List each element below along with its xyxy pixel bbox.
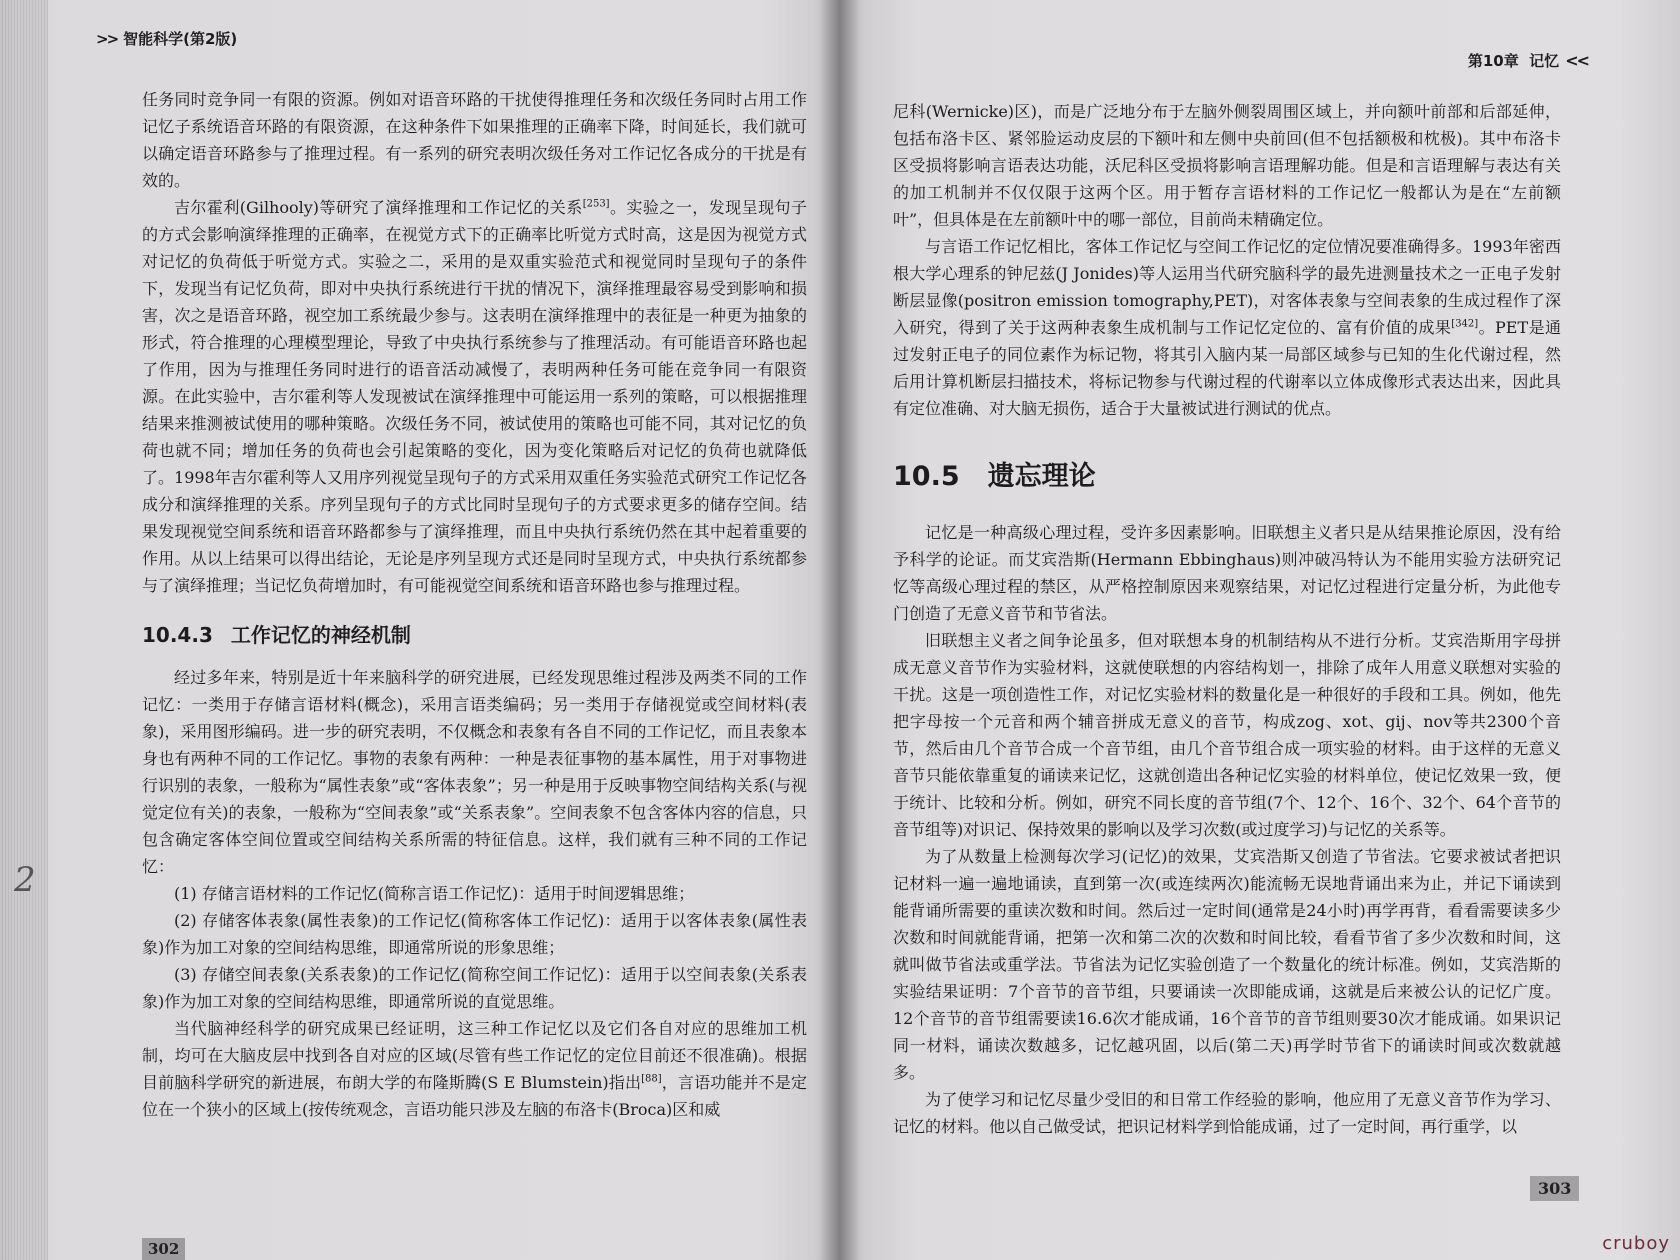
paragraph — [142, 1015, 807, 1123]
running-head-right — [1468, 50, 1588, 71]
right-page-content — [893, 98, 1561, 1140]
running-head-left — [96, 28, 237, 49]
page-edge — [0, 0, 48, 1260]
paragraph — [142, 194, 807, 599]
section-heading — [142, 619, 807, 648]
book-title: 智能科学(第2版) — [123, 30, 238, 48]
paragraph: 旧联想主义者之间争论虽多，但对联想本身的机制结构从不进行分析。艾宾浩斯用字母拼成无意义音节作为实验材料，这就使联想的内容结构划一，排除了成年人用意义联想对实验的干扰。这是一项创造性工作，对记忆实验材料的数量化是一种很好的手段和工具。例如，他先把字母按一个元音和两个辅音拼成无意义的音节，构成zog、xot、gij、nov等共2300个音节，然后由几个音节合成一个音节组，由几个音节组合成一项实验的材料。由于这样的无意义音节只能依靠重复的诵读来记忆，这就创造出各种记忆实验的材料单位，使记忆效果一致，便于统计、比较和分析。例如，研究不同长度的音节组(7个、12个、16个、32个、64个音节的音节组等)对识记、保持效果的影响以及学习次数(或过度学习)与记忆的关系等。 — [893, 631, 1561, 839]
page-number-right: 303 — [1530, 1176, 1579, 1201]
paragraph: 任务同时竞争同一有限的资源。例如对语音环路的干扰使得推理任务和次级任务同时占用工作记忆子系统语音环路的有限资源，在这种条件下如果推理的正确率下降，时间延长，我们就可以确定语音环路参与了推理过程。有一系列的研究表明次级任务对工作记忆各成分的干扰是有效的。 — [142, 90, 807, 190]
paragraph — [893, 233, 1561, 422]
citation: [253] — [582, 198, 610, 210]
page-number-left: 302 — [142, 1238, 185, 1260]
list-item: (1) 存储言语材料的工作记忆(简称言语工作记忆)：适用于时间逻辑思维； — [174, 884, 695, 903]
text-run: ，言语功能并不是定位在一个狭小的区域上(按传统观念，言语功能只涉及左脑的布洛卡(Broca)区和威 — [142, 1073, 807, 1119]
paragraph: 为了使学习和记忆尽量少受旧的和日常工作经验的影响，他应用了无意义音节作为学习、记忆的材料。他以自己做受试，把识记材料学到恰能成诵，过了一定时间，再行重学，以 — [893, 1090, 1561, 1136]
paragraph: 经过多年来，特别是近十年来脑科学的研究进展，已经发现思维过程涉及两类不同的工作记忆：一类用于存储言语材料(概念)，采用言语类编码；另一类用于存储视觉或空间材料(表象)，采用图形编码。进一步的研究表明，不仅概念和表象有各自不同的工作记忆，而且表象本身也有两种不同的工作记忆。事物的表象有两种：一种是表征事物的基本属性，用于对事物进行识别的表象，一般称为“属性表象”或“客体表象”；另一种是用于反映事物空间结构关系(与视觉定位有关)的表象，一般称为“空间表象”或“关系表象”。空间表象不包含客体内容的信息，只包含确定客体空间位置或空间结构关系所需的特征信息。这样，我们就有三种不同的工作记忆： — [142, 668, 807, 876]
text-run: 吉尔霍利(Gilhooly)等研究了演绎推理和工作记忆的关系 — [174, 198, 583, 217]
text-run: 。实验之一，发现呈现句子的方式会影响演绎推理的正确率，在视觉方式下的正确率比听觉方式时高，这是因为视觉方式对记忆的负荷低于听觉方式。实验之二，采用的是双重实验范式和视觉同时呈现句子的条件下，发现当有记忆负荷，即对中央执行系统进行干扰的情况下，演绎推理最容易受到影响和损害，次之是语音环路，视空加工系统最少参与。这表明在演绎推理中的表征是一种更为抽象的形式，符合推理的心理模型理论，导致了中央执行系统参与了推理活动。有可能语音环路也起了作用，因为与推理任务同时进行的语音活动减慢了，表明两种任务可能在竞争同一有限资源。在此实验中，吉尔霍利等人发现被试在演绎推理中可能运用一系列的策略，可以根据推理结果来推测被试使用的哪种策略。次级任务不同，被试使用的策略也可能不同，其对记忆的负荷也就不同；增加任务的负荷也会引起策略的变化，因为变化策略后对记忆的负荷也就降低了。1998年吉尔霍利等人又用序列视觉呈现句子的方式采用双重任务实验范式研究工作记忆各成分和演绎推理的关系。序列呈现句子的方式比同时呈现句子的方式要求更多的储存空间。结果发现视觉空间系统和语音环路都参与了演绎推理，而且中央执行系统仍然在其中起着重要的作用。从以上结果可以得出结论，无论是序列呈现方式还是同时呈现方式，中央执行系统都参与了演绎推理；当记忆负荷增加时，有可能视觉空间系统和语音环路也参与推理过程。 — [142, 198, 807, 595]
chapter-title: 记忆 — [1529, 52, 1560, 70]
left-page-content — [142, 86, 807, 1123]
section-number: 10.4.3 — [142, 623, 213, 647]
double-arrow-icon: >> — [96, 30, 118, 48]
citation: [342] — [1451, 318, 1479, 330]
double-arrow-left-icon: << — [1565, 51, 1588, 70]
list-item: (3) 存储空间表象(关系表象)的工作记忆(简称空间工作记忆)：适用于以空间表象(关系表象)作为加工对象的空间结构思维，即通常所说的直觉思维。 — [142, 965, 807, 1011]
list-item: (2) 存储客体表象(属性表象)的工作记忆(简称客体工作记忆)：适用于以客体表象(属性表象)作为加工对象的空间结构思维，即通常所说的形象思维； — [142, 911, 807, 957]
section-title: 遗忘理论 — [987, 461, 1096, 492]
section-title: 工作记忆的神经机制 — [230, 623, 411, 647]
citation: [88] — [641, 1073, 662, 1085]
paragraph: 记忆是一种高级心理过程，受许多因素影响。旧联想主义者只是从结果推论原因，没有给予科学的论证。而艾宾浩斯(Hermann Ebbinghaus)则冲破冯特认为不能用实验方法研究记忆等高级心理过程的禁区，从严格控制原因来观察结果，对记忆过程进行定量分析，为此他专门创造了无意义音节和节省法。 — [893, 523, 1561, 623]
paragraph: 为了从数量上检测每次学习(记忆)的效果，艾宾浩斯又创造了节省法。它要求被试者把识记材料一遍一遍地诵读，直到第一次(或连续两次)能流畅无误地背诵出来为止，并记下诵读到能背诵所需要的重读次数和时间。然后过一定时间(通常是24小时)再学再背，看看需要读多少次数和时间就能背诵，把第一次和第二次的次数和时间比较，看看节省了多少次数和时间，这就叫做节省法或重学法。节省法为记忆实验创造了一个数量化的统计标准。例如，艾宾浩斯的实验结果证明：7个音节的音节组，只要诵读一次即能成诵，这就是后来被公认的记忆广度。12个音节的音节组需要读16.6次才能成诵，16个音节的音节组则要30次才能成诵。如果识记同一材料，诵读次数越多，记忆越巩固，以后(第二天)再学时节省下的诵读时间或次数就越多。 — [893, 847, 1561, 1082]
section-heading — [893, 454, 1561, 493]
text-run: 当代脑神经科学的研究成果已经证明，这三种工作记忆以及它们各自对应的思维加工机制，均可在大脑皮层中找到各自对应的区域(尽管有些工作记忆的定位目前还不很准确)。根据目前脑科学研究的新进展，布朗大学的布隆斯腾(S E Blumstein)指出 — [142, 1019, 807, 1092]
watermark: cruboy — [1602, 1233, 1670, 1254]
paragraph: 尼科(Wernicke)区)，而是广泛地分布于左脑外侧裂周围区域上，并向额叶前部和后部延伸，包括布洛卡区、紧邻脸运动皮层的下额叶和左侧中央前回(但不包括额极和枕极)。其中布洛卡区受损将影响言语表达功能，沃尼科区受损将影响言语理解功能。但是和言语理解与表达有关的加工机制并不仅仅限于这两个区。用于暂存言语材料的工作记忆一般都认为是在“左前额叶”，但具体是在左前额叶中的哪一部位，目前尚未精确定位。 — [893, 102, 1561, 229]
text-run: 与言语工作记忆相比，客体工作记忆与空间工作记忆的定位情况要准确得多。1993年密西根大学心理系的钟尼兹(J Jonides)等人运用当代研究脑科学的最先进测量技术之一正电子发射断层显像(positron emission tomography,PET)，对客体表象与空间表象的生成过程作了深入研究，得到了关于这两种表象生成机制与工作记忆定位的、富有价值的成果 — [893, 237, 1561, 337]
chapter-number: 第10章 — [1467, 52, 1519, 70]
handwritten-mark: 2 — [14, 860, 36, 900]
text-run: 。PET是通过发射正电子的同位素作为标记物，将其引入脑内某一局部区域参与已知的生化代谢过程，然后用计算机断层扫描技术，将标记物参与代谢过程的代谢率以立体成像形式表达出来，因此具有定位准确、对大脑无损伤，适合于大量被试进行测试的优点。 — [893, 318, 1561, 418]
section-number: 10.5 — [893, 461, 960, 492]
book-gutter — [820, 0, 860, 1260]
